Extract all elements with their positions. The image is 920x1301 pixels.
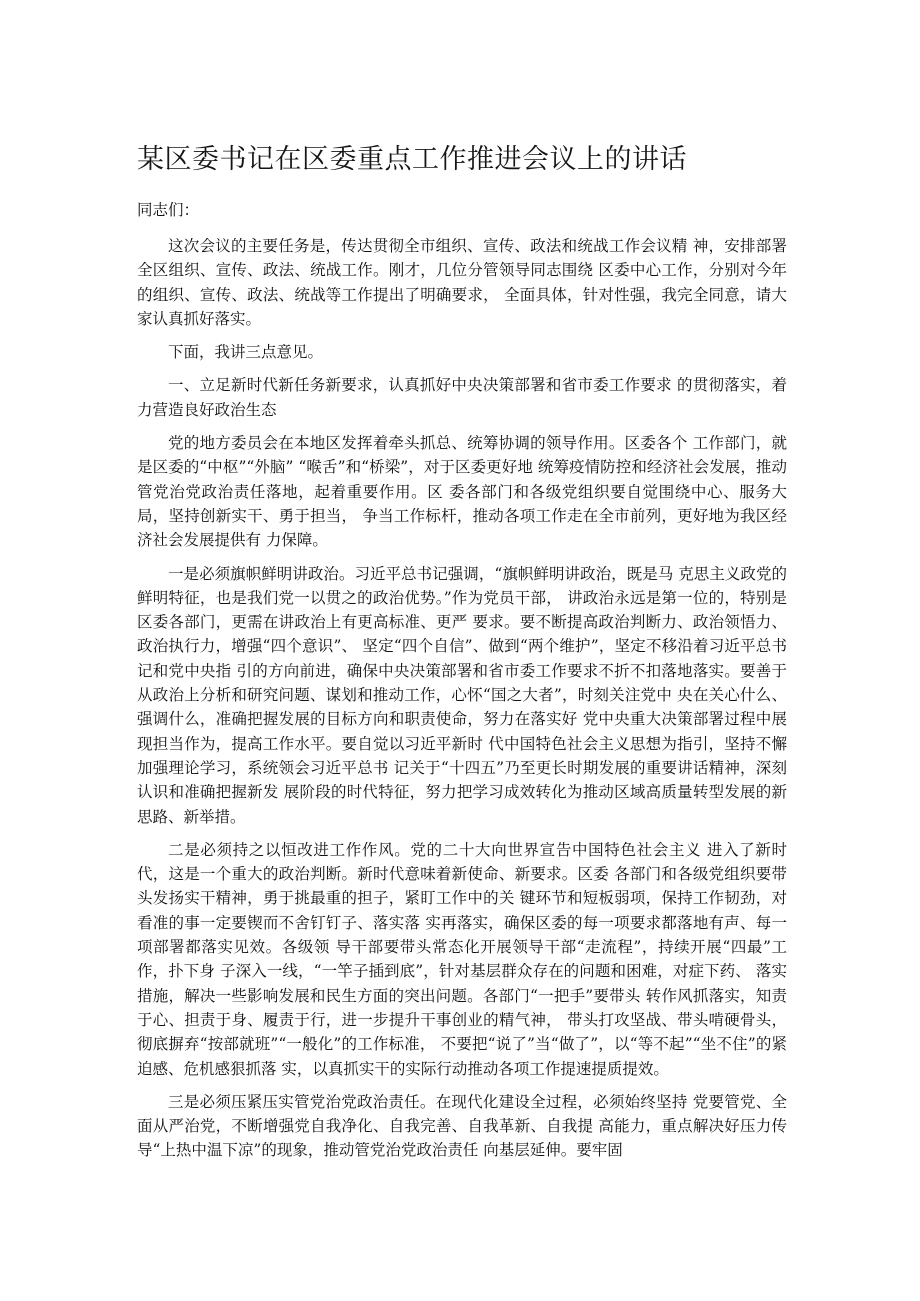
paragraph-point-3: 三是必须压紧压实管党治党政治责任。在现代化建设全过程，必须始终坚持 党要管党、全面从严治党，不断增强党自我净化、自我完善、自我革新、自我提 高能力，重点解决好压力传导“上热中温下凉”的现象，推动管党治党政治责任 向基层延伸。要牢固 [137, 1092, 787, 1160]
paragraph-opening: 这次会议的主要任务是，传达贯彻全市组织、宣传、政法和统战工作会议精 神，安排部署全区组织、宣传、政法、统战工作。刚才，几位分管领导同志围绕 区委中心工作，分别对今年的组织、宣传、政法、统战等工作提出了明确要求， 全面具体，针对性强，我完全同意，请大家认真抓好落实。 [137, 237, 787, 328]
salutation: 同志们： [137, 201, 200, 219]
document-body [137, 196, 787, 1172]
paragraph-point-2: 二是必须持之以恒改进工作作风。党的二十大向世界宣告中国特色社会主义 进入了新时代，这是一个重大的政治判断。新时代意味着新使命、新要求。区委 各部门和各级党组织要带头发扬实干精神，勇于挑最重的担子，紧盯工作中的关 键环节和短板弱项，保持工作韧劲，对看准的事一定要锲而不舍钉钉子、落实落 实再落实，确保区委的每一项要求都落地有声、每一项部署都落实见效。各级领 导干部要带头常态化开展领导干部“走流程”，持续开展“四最”工作，扑下身 子深入一线，“一竿子插到底”，针对基层群众存在的问题和困难，对症下药、 落实措施，解决一些影响发展和民生方面的突出问题。各部门“一把手”要带头 转作风抓落实，知责于心、担责于身、履责于行，进一步提升干事创业的精气神， 带头打攻坚战、带头啃硬骨头，彻底摒弃“按部就班”“一般化”的工作标准， 不要把“说了”当“做了”，以“等不起”“坐不住”的紧迫感、危机感狠抓落 实，以真抓实干的实际行动推动各项工作提速提质提效。 [137, 840, 787, 1078]
paragraph-intro: 下面，我讲三点意见。 [168, 343, 324, 362]
paragraph-point-1: 一是必须旗帜鲜明讲政治。习近平总书记强调，“旗帜鲜明讲政治，既是马 克思主义政党的鲜明特征，也是我们党一以贯之的政治优势。”作为党员干部， 讲政治永远是第一位的，特别是区委各部门，更需在讲政治上有更高标准、更严 要求。要不断提高政治判断力、政治领悟力、政治执行力，增强“四个意识”、 坚定“四个自信”、做到“两个维护”，坚定不移沿着习近平总书记和党中央指 引的方向前进，确保中央决策部署和省市委工作要求不折不扣落地落实。要善于 从政治上分析和研究问题、谋划和推动工作，心怀“国之大者”，时刻关注党中 央在关心什么、强调什么，准确把握发展的目标方向和职责使命，努力在落实好 党中央重大决策部署过程中展现担当作为，提高工作水平。要自觉以习近平新时 代中国特色社会主义思想为指引，坚持不懈加强理论学习，系统领会习近平总书 记关于“十四五”乃至更长时期发展的重要讲话精神，深刻认识和准确把握新发 展阶段的时代特征，努力把学习成效转化为推动区域高质量转型发展的新思路、新举措。 [137, 564, 787, 826]
document-title: 某区委书记在区委重点工作推进会议上的讲话 [137, 144, 687, 175]
paragraph-section-1: 党的地方委员会在本地区发挥着牵头抓总、统筹协调的领导作用。区委各个 工作部门，就是区委的“中枢”“外脑” “喉舌”和“桥梁”，对于区委更好地 统筹疫情防控和经济社会发展，推动管党治党政治责任落地，起着重要作用。区 委各部门和各级党组织要自觉围绕中心、服务大局，坚持创新实干、勇于担当， 争当工作标杆，推动各项工作走在全市前列，更好地为我区经济社会发展提供有 力保障。 [137, 434, 787, 550]
section-heading-1: 一、立足新时代新任务新要求，认真抓好中央决策部署和省市委工作要求 的贯彻落实，着力营造良好政治生态 [137, 376, 787, 419]
